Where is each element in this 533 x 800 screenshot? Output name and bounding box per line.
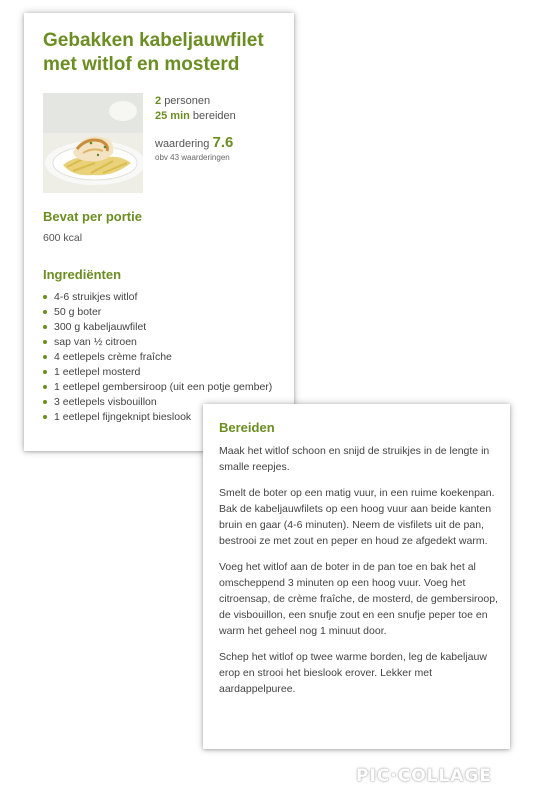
rating-count: obv 43 waarderingen: [155, 153, 230, 162]
list-item: 4-6 struikjes witlof: [43, 290, 272, 305]
bullet-icon: [43, 340, 47, 344]
list-item: 1 eetlepel fijngeknipt bieslook: [43, 410, 272, 425]
energy-value: 600 kcal: [43, 232, 83, 244]
prep-time: [155, 109, 236, 124]
servings-value: 2: [155, 95, 162, 107]
ingredients-heading: Ingrediënten: [43, 267, 122, 282]
bullet-icon: [43, 310, 47, 314]
recipe-title: Gebakken kabeljauwfilet met witlof en mosterd: [43, 30, 264, 75]
servings: [155, 94, 236, 109]
list-item: 4 eetlepels crème fraîche: [43, 350, 272, 365]
list-item: 1 eetlepel gembersiroop (uit een potje gember): [43, 380, 272, 395]
list-item: 3 eetlepels visbouillon: [43, 395, 272, 410]
list-item: 1 eetlepel mosterd: [43, 365, 272, 380]
bullet-icon: [43, 325, 47, 329]
preparation-card: [203, 404, 510, 749]
preparation-step: Maak het witlof schoon en snijd de struikjes in de lengte in smalle reepjes.: [219, 445, 490, 473]
recipe-photo: [43, 93, 143, 193]
prep-time-unit: bereiden: [192, 110, 236, 122]
recipe-card: [24, 13, 294, 451]
bullet-icon: [43, 355, 47, 359]
rating-label: waardering: [155, 138, 210, 150]
preparation-step: Schep het witlof op twee warme borden, leg de kabeljauw erop en strooi het bieslook erover. Lekker met aardappelpuree.: [219, 651, 487, 695]
dish-image-icon: [43, 93, 143, 193]
preparation-step: Voeg het witlof aan de boter in de pan toe en bak het al omscheppend 3 minuten op een hoog vuur. Voeg het citroensap, de crème fraîche, de mosterd, de gembersiroop, de visbouillon, een snufje zout en een snufje peper toe en warm het geheel nog 1 minuut door.: [219, 561, 498, 637]
bullet-icon: [43, 295, 47, 299]
list-item: sap van ½ citroen: [43, 335, 272, 350]
list-item: 50 g boter: [43, 305, 272, 320]
bullet-icon: [43, 400, 47, 404]
bullet-icon: [43, 370, 47, 374]
preparation-steps: [219, 443, 500, 707]
rating: [155, 134, 233, 151]
bullet-icon: [43, 385, 47, 389]
nutrition-heading: Bevat per portie: [43, 209, 142, 224]
recipe-meta: [155, 94, 236, 124]
rating-value: 7.6: [212, 134, 234, 151]
bullet-icon: [43, 415, 47, 419]
preparation-heading: Bereiden: [219, 420, 275, 435]
preparation-step: Smelt de boter op een matig vuur, in een ruime koekenpan. Bak de kabeljauwfilets op een hoog vuur aan beide kanten bruin en gaar (4-6 minuten). Neem de visfilets uit de pan, bestrooi ze met zout en peper en houd ze afgedekt warm.: [219, 487, 495, 547]
list-item: 300 g kabeljauwfilet: [43, 320, 272, 335]
piccollage-watermark: PIC·COLLAGE: [356, 766, 493, 786]
servings-unit: personen: [164, 95, 211, 107]
prep-time-value: 25 min: [155, 110, 190, 122]
